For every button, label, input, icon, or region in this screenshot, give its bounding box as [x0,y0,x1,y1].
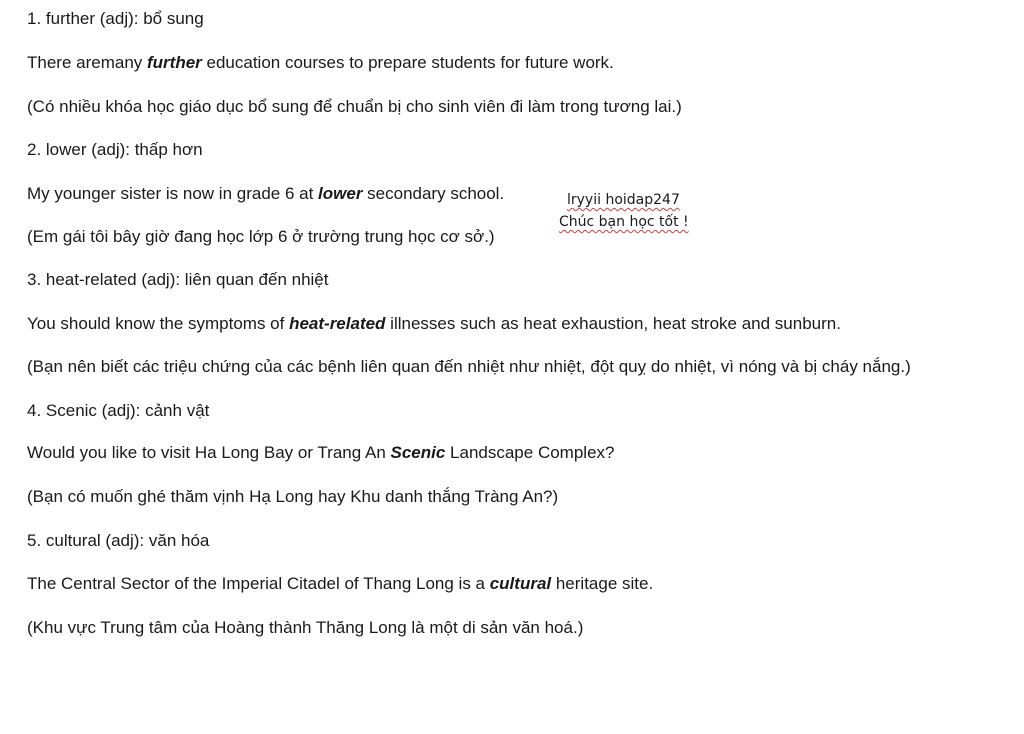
example-text-before: My younger sister is now in grade 6 at [27,184,319,203]
example-text-before: Would you like to visit Ha Long Bay or Trang An [27,443,391,462]
entry-2-translation: (Em gái tôi bây giờ đang học lớp 6 ở trường trung học cơ sở.) [27,227,495,246]
example-keyword: lower [318,184,363,203]
example-text-after: illnesses such as heat exhaustion, heat stroke and sunburn. [385,314,841,333]
entry-5-example [27,573,653,595]
entry-3-translation: (Bạn nên biết các triệu chứng của các bệnh liên quan đến nhiệt như nhiệt, đột quỵ do nhiệt, vì nóng và bị cháy nắng.) [27,357,911,376]
example-text-after: heritage site. [551,574,654,593]
example-text-after: secondary school. [362,184,505,203]
entry-5-translation: (Khu vực Trung tâm của Hoàng thành Thăng Long là một di sản văn hoá.) [27,618,584,637]
entry-1-example [27,52,614,74]
author-note-text: Chúc bạn học tốt ! [559,214,689,230]
example-text-after: Landscape Complex? [445,443,615,462]
entry-5-heading: 5. cultural (adj): văn hóa [27,531,210,550]
example-keyword: Scenic [390,443,446,462]
author-note-line-2 [559,213,689,231]
entry-4-heading: 4. Scenic (adj): cảnh vật [27,401,210,420]
example-keyword: heat-related [289,314,386,333]
entry-1-translation: (Có nhiều khóa học giáo dục bổ sung để chuẩn bị cho sinh viên đi làm trong tương lai.) [27,97,682,116]
example-text-before: There aremany [27,53,147,72]
entry-2-example [27,183,504,205]
example-text-before: The Central Sector of the Imperial Citadel of Thang Long is a [27,574,490,593]
entry-3-heading: 3. heat-related (adj): liên quan đến nhiệt [27,270,329,289]
example-keyword: cultural [489,574,552,593]
example-text-after: education courses to prepare students for future work. [201,53,614,72]
author-note-text: lryyii hoidap247 [567,192,680,208]
entry-4-translation: (Bạn có muốn ghé thăm vịnh Hạ Long hay Khu danh thắng Tràng An?) [27,487,559,506]
entry-3-example [27,313,841,335]
entry-1-heading: 1. further (adj): bổ sung [27,9,204,28]
author-note-line-1 [567,191,680,209]
entry-2-heading: 2. lower (adj): thấp hơn [27,140,203,159]
example-keyword: further [147,53,202,72]
example-text-before: You should know the symptoms of [27,314,290,333]
entry-4-example [27,442,614,464]
